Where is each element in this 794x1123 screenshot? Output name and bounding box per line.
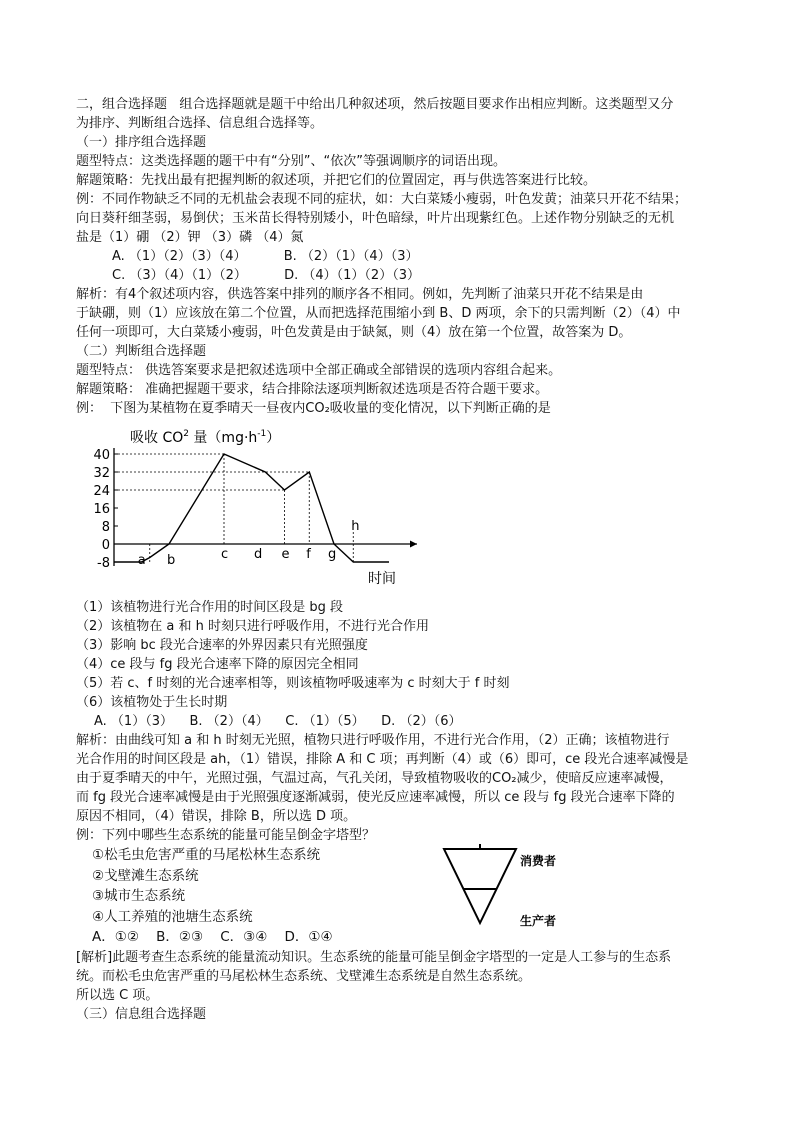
ecosystem-option-4: ④人工养殖的池塘生态系统 xyxy=(92,908,253,925)
ecosystem-option-2: ②戈壁滩生态系统 xyxy=(92,867,199,884)
chart-point-label: d xyxy=(254,547,263,562)
item-2: （2）该植物在 a 和 h 时刻只进行呼吸作用，不进行光合作用 xyxy=(76,619,430,634)
chart-x-axis-label: 时间 xyxy=(368,571,396,587)
document-page xyxy=(76,95,726,1024)
section-1-analysis-3: 任何一项即可，大白菜矮小瘦弱，叶色发黄是由于缺氮，则（4）放在第一个位置，故答案为 D。 xyxy=(76,325,632,340)
section-2-analysis-5: 原因不相同，（4）错误，排除 B，所以选 D 项。 xyxy=(76,809,357,824)
pyramid-outline xyxy=(444,849,516,923)
section-2-analysis-2: 光合作用的时间区段是 ah，（1）错误，排除 A 和 C 项；再判断（4）或（6）即可，ce 段光合速率减慢是 xyxy=(76,752,689,767)
chart-y-tick-label: 8 xyxy=(101,520,110,535)
item-1: （1）该植物进行光合作用的时间区段是 bg 段 xyxy=(76,600,344,615)
section-3-title: （三）信息组合选择题 xyxy=(76,1006,207,1022)
inverted-energy-pyramid xyxy=(436,839,576,931)
item-3: （3）影响 bc 段光合速率的外界因素只有光照强度 xyxy=(76,638,368,653)
ecosystem-block xyxy=(76,845,726,927)
section-1-example-3: 盐是（1）硼 （2）钾 （3）磷 （4）氮 xyxy=(76,230,304,245)
chart-y-tick-label: -8 xyxy=(97,556,110,571)
section-2-title: （二）判断组合选择题 xyxy=(76,344,207,359)
chart-y-tick-label: 40 xyxy=(93,448,110,463)
section-1-title: （一）排序组合选择题 xyxy=(76,135,207,150)
chart-point-label: a xyxy=(137,553,146,568)
section-2-feature: 题型特点： 供选答案要求是把叙述选项中全部正确或全部错误的选项内容组合起来。 xyxy=(76,363,562,378)
ecosystem-options: A．①② B．②③ C．③④ D．①④ xyxy=(92,929,333,945)
section-2-analysis-3: 由于夏季晴天的中午，光照过强，气温过高，气孔关闭，导致植物吸收的CO₂减少，使暗反应速率减慢， xyxy=(76,771,673,786)
chart-point-label: e xyxy=(281,547,290,562)
co2-absorption-chart xyxy=(82,422,422,594)
ecosystem-question: 例：下列中哪些生态系统的能量可能呈倒金字塔型？ xyxy=(76,828,376,843)
pyramid-label-consumer: 消费者 xyxy=(520,854,557,868)
chart-y-tick-label: 0 xyxy=(101,538,110,553)
section-1-options-ab: A. （1）（2）（3）（4） B. （2）（1）（4）（3） xyxy=(112,249,419,264)
section-1-feature: 题型特点：这类选择题的题干中有“分别”、“依次”等强调顺序的词语出现。 xyxy=(76,154,506,169)
section-1-analysis-2: 于缺硼，则（1）应该放在第二个位置，从而把选择范围缩小到 B、D 两项，余下的只需判断（2）（4）中 xyxy=(76,306,681,321)
chart-point-label: f xyxy=(306,547,311,562)
section-1-strategy: 解题策略：先找出最有把握判断的叙述项，并把它们的位置固定，再与供选答案进行比较。 xyxy=(76,173,597,188)
item-6: （6）该植物处于生长时期 xyxy=(76,695,228,710)
section-2-analysis-1: 解析：由曲线可知 a 和 h 时刻无光照，植物只进行呼吸作用，不进行光合作用，（2）正确；该植物进行 xyxy=(76,733,670,748)
chart-x-axis-arrow xyxy=(410,541,417,548)
chart-y-tick-label: 24 xyxy=(93,484,110,499)
chart-y-tick-label: 32 xyxy=(93,466,110,481)
ecosystem-option-3: ③城市生态系统 xyxy=(92,888,186,904)
ecosystem-analysis-2: 统。而松毛虫危害严重的马尾松林生态系统、戈壁滩生态系统是自然生态系统。 xyxy=(76,968,532,984)
pyramid-label-producer: 生产者 xyxy=(520,914,557,928)
intro-line-1: 二，组合选择题 组合选择题就是题干中给出几种叙述项，然后按题目要求作出相应判断。这类题型又分 xyxy=(76,97,674,112)
section-2-options: A. （1）（3） B. （2）（4） C. （1）（5） D. （2）（6） xyxy=(94,714,462,729)
section-1-example-1: 例：不同作物缺乏不同的无机盐会表现不同的症状，如：大白菜矮小瘦弱，叶色发黄；油菜只开花不结果； xyxy=(76,192,688,207)
chart-series-line xyxy=(114,454,389,562)
ecosystem-answer: 所以选 C 项。 xyxy=(76,987,159,1003)
chart-point-label: g xyxy=(328,547,337,562)
chart-point-label: b xyxy=(167,553,176,568)
chart-y-axis-label: 吸收 $CO^2$ 量$(mg\cdot h^{-1})$ xyxy=(130,429,281,446)
chart-point-label: h xyxy=(351,519,360,534)
chart-y-tick-label: 16 xyxy=(93,502,110,517)
item-4: （4）ce 段与 fg 段光合速率下降的原因完全相同 xyxy=(76,657,359,672)
intro-line-2: 为排序、判断组合选择、信息组合选择等。 xyxy=(76,116,324,131)
section-1-example-2: 向日葵秆细茎弱，易倒伏；玉米苗长得特别矮小，叶色暗绿，叶片出现紫红色。上述作物分别缺乏的无机 xyxy=(76,211,675,226)
section-2-example: 例： 下图为某植物在夏季晴天一昼夜内CO₂吸收量的变化情况，以下判断正确的是 xyxy=(76,401,551,416)
ecosystem-analysis-1: [解析]此题考查生态系统的能量流动知识。生态系统的能量可能呈倒金字塔型的一定是人工参与的生态系 xyxy=(76,949,672,965)
section-2-strategy: 解题策略： 准确把握题干要求，结合排除法逐项判断叙述选项是否符合题干要求。 xyxy=(76,382,549,397)
section-2-analysis-4: 而 fg 段光合速率减慢是由于光照强度逐渐减弱，使光反应速率减慢，所以 ce 段与 fg 段光合速率下降的 xyxy=(76,790,675,805)
section-1-analysis-1: 解析：有4个叙述项内容，供选答案中排列的顺序各不相同。例如，先判断了油菜只开花不结果是由 xyxy=(76,287,644,302)
chart-point-label: c xyxy=(221,547,229,562)
section-1-options-cd: C. （3）（4）（1）（2） D. （4）（1）（2）（3） xyxy=(112,268,420,283)
item-5: （5）若 c、f 时刻的光合速率相等，则该植物呼吸速率为 c 时刻大于 f 时刻 xyxy=(76,676,510,691)
ecosystem-option-1: ①松毛虫危害严重的马尾松林生态系统 xyxy=(92,847,321,863)
